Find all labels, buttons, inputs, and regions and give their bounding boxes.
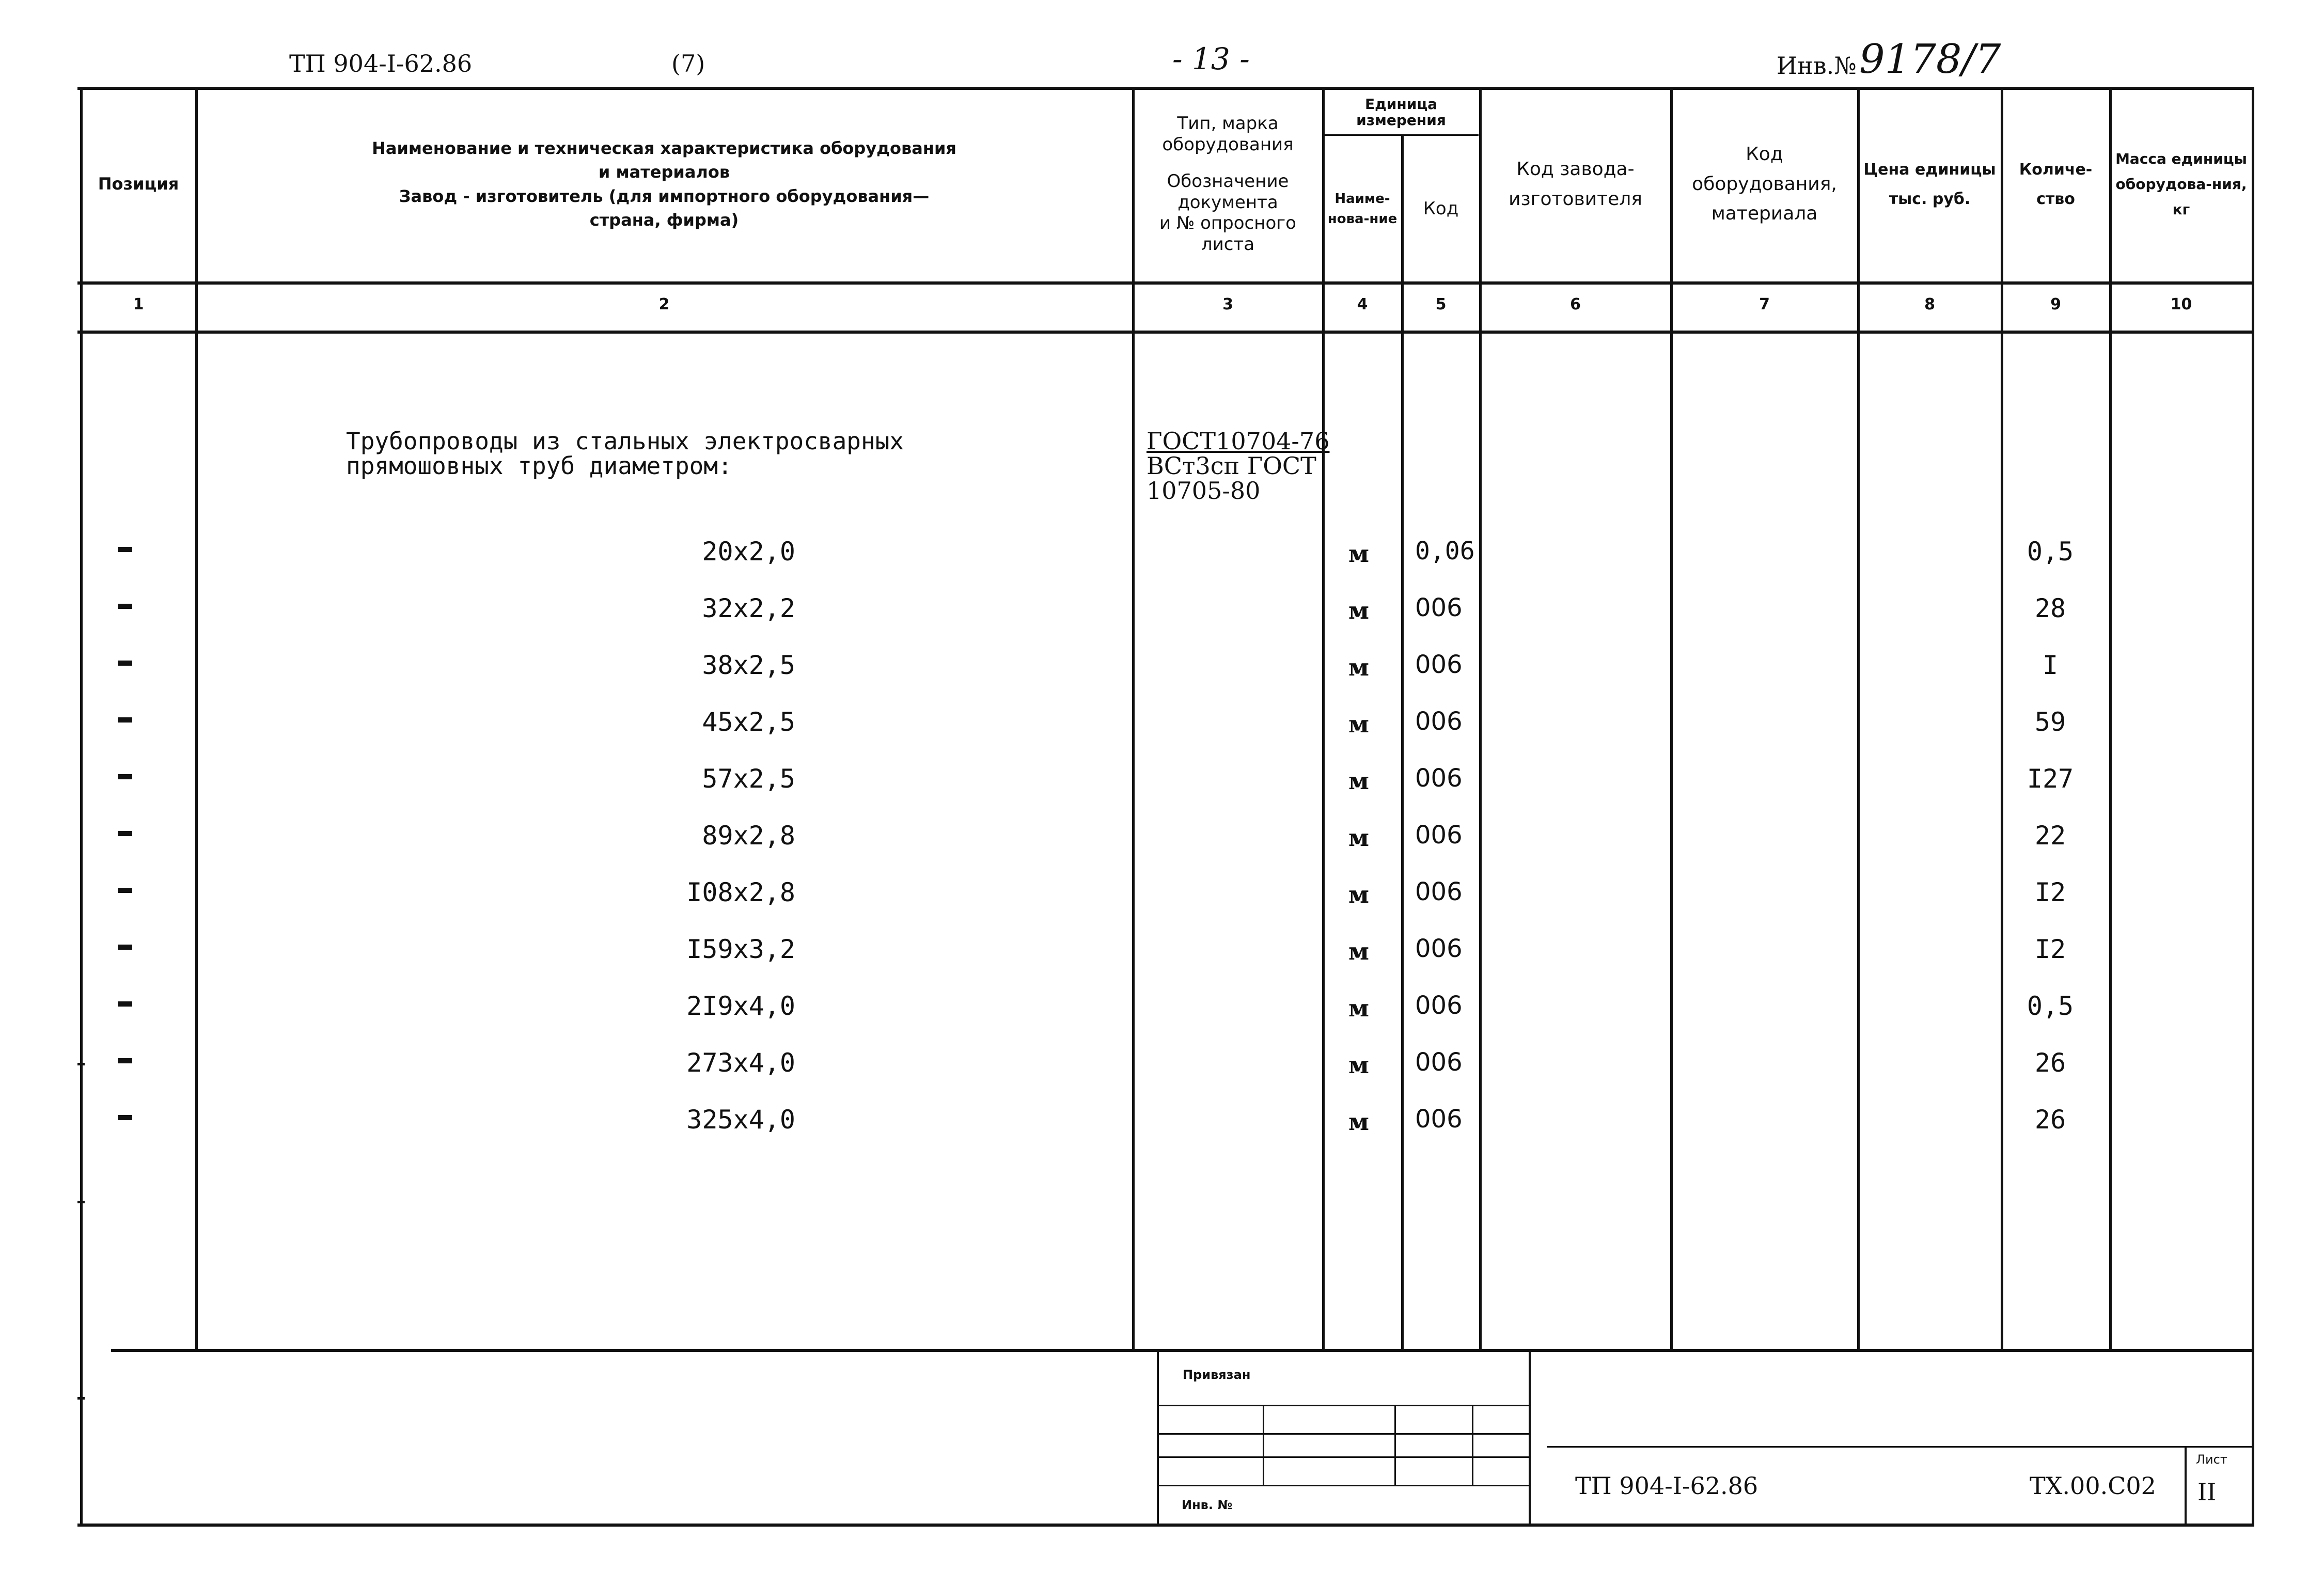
- pipe-size: 20х2,0: [702, 537, 795, 567]
- pipe-size: 89х2,8: [702, 821, 795, 851]
- unit-name: м: [1348, 767, 1369, 795]
- unit-code: 006: [1415, 877, 1463, 906]
- column-header-type: Тип, марка оборудования Обозначение документа и № опросного листа: [1159, 113, 1296, 255]
- unit-name: м: [1348, 994, 1369, 1022]
- pipe-size: 273х4,0: [686, 1048, 795, 1078]
- quantity: 0,5: [2027, 537, 2074, 567]
- standard-reference: ГОСТ10704-76 ВСт3сп ГОСТ 10705-80: [1147, 427, 1330, 505]
- quantity: 26: [2034, 1048, 2066, 1078]
- unit-code: 006: [1415, 593, 1463, 622]
- table-row: [0, 813, 2324, 855]
- linked-label: Привязан: [1183, 1368, 1251, 1382]
- unit-code: 006: [1415, 650, 1463, 679]
- position-dash: [118, 604, 132, 609]
- unit-code: 006: [1415, 821, 1463, 850]
- document-code: ТП 904-I-62.86: [289, 50, 473, 77]
- table-row: [0, 700, 2324, 741]
- unit-code: 006: [1415, 1105, 1463, 1134]
- unit-name: м: [1348, 653, 1369, 681]
- unit-name: м: [1348, 710, 1369, 738]
- quantity: I2: [2034, 934, 2066, 964]
- inventory-number-label: Инв. №: [1182, 1498, 1233, 1512]
- section-number: (7): [671, 50, 705, 77]
- table-row: [0, 984, 2324, 1025]
- pipe-size: 57х2,5: [702, 764, 795, 794]
- table-row: [0, 927, 2324, 968]
- position-dash: [118, 661, 132, 666]
- unit-name: м: [1348, 881, 1369, 908]
- unit-name: м: [1348, 1051, 1369, 1079]
- unit-name: м: [1348, 824, 1369, 852]
- position-dash: [118, 774, 132, 779]
- quantity: I27: [2027, 764, 2074, 794]
- position-dash: [118, 945, 132, 950]
- column-number: 1: [133, 295, 144, 313]
- quantity: I2: [2034, 877, 2066, 907]
- pipe-size: 38х2,5: [702, 650, 795, 680]
- pipe-size: I59х3,2: [686, 934, 795, 964]
- footer-sheet-code: ТХ.00.С02: [2030, 1472, 2156, 1500]
- column-header-manufacturer-code: Код завода-изготовителя: [1509, 158, 1642, 210]
- pipe-size: 32х2,2: [702, 593, 795, 623]
- column-number: 9: [2050, 295, 2061, 313]
- unit-code: 006: [1415, 764, 1463, 793]
- quantity: I: [2042, 650, 2059, 680]
- column-number: 4: [1357, 295, 1368, 313]
- column-number: 5: [1435, 295, 1447, 313]
- pipe-size: 2I9х4,0: [686, 991, 795, 1021]
- column-header-quantity: Количе-ство: [2019, 160, 2093, 208]
- sheet-number: II: [2197, 1478, 2217, 1506]
- column-header-price: Цена единицы тыс. руб.: [1863, 160, 1996, 208]
- position-dash: [118, 831, 132, 836]
- position-dash: [118, 1058, 132, 1063]
- column-number: 8: [1924, 295, 1935, 313]
- unit-code: 006: [1415, 991, 1463, 1020]
- unit-name: м: [1348, 937, 1369, 965]
- unit-name: м: [1348, 540, 1369, 568]
- page-number: - 13 -: [1172, 41, 1250, 76]
- column-header-position: Позиция: [98, 174, 179, 194]
- pipe-size: 325х4,0: [686, 1105, 795, 1135]
- unit-code: 0,06: [1415, 537, 1475, 566]
- quantity: 22: [2034, 821, 2066, 851]
- sheet-label: Лист: [2196, 1452, 2227, 1467]
- unit-name: м: [1348, 1108, 1369, 1136]
- position-dash: [118, 1001, 132, 1007]
- pipe-size: I08х2,8: [686, 877, 795, 907]
- column-header-unit-name: Наиме-нова-ние: [1327, 191, 1397, 227]
- footer-document-code: ТП 904-I-62.86: [1575, 1472, 1758, 1500]
- unit-code: 006: [1415, 707, 1463, 736]
- quantity: 0,5: [2027, 991, 2074, 1021]
- column-number: 2: [658, 295, 670, 313]
- column-header-mass: Масса единицы оборудова-ния, кг: [2115, 150, 2247, 218]
- position-dash: [118, 888, 132, 893]
- position-dash: [118, 547, 132, 552]
- column-number: 7: [1759, 295, 1770, 313]
- table-row: [0, 586, 2324, 627]
- table-row: [0, 1041, 2324, 1082]
- column-header-unit-code: Код: [1423, 198, 1459, 219]
- inventory-number: 9178/7: [1859, 36, 2001, 83]
- table-row: [0, 757, 2324, 798]
- column-header-equipment-code: Код оборудования, материала: [1692, 144, 1837, 225]
- unit-code: 006: [1415, 1048, 1463, 1077]
- quantity: 26: [2034, 1105, 2066, 1135]
- section-title: Трубопроводы из стальных электросварных прямошовных труб диаметром:: [346, 427, 904, 480]
- column-header-name: Наименование и техническая характеристика оборудования и материалов Завод - изготовитель (для импортного оборудования— страна, фирма): [372, 138, 956, 230]
- table-row: [0, 529, 2324, 571]
- unit-code: 006: [1415, 934, 1463, 963]
- table-row: [0, 870, 2324, 912]
- column-number: 3: [1222, 295, 1233, 313]
- inventory-label: Инв.№: [1777, 52, 1857, 80]
- position-dash: [118, 1115, 132, 1120]
- position-dash: [118, 717, 132, 723]
- unit-name: м: [1348, 596, 1369, 624]
- table-row: [0, 643, 2324, 684]
- pipe-size: 45х2,5: [702, 707, 795, 737]
- column-number: 6: [1570, 295, 1581, 313]
- column-number: 10: [2170, 295, 2192, 313]
- quantity: 59: [2034, 707, 2066, 737]
- column-header-unit-group: Единица измерения: [1356, 96, 1446, 129]
- quantity: 28: [2034, 593, 2066, 623]
- table-row: [0, 1097, 2324, 1139]
